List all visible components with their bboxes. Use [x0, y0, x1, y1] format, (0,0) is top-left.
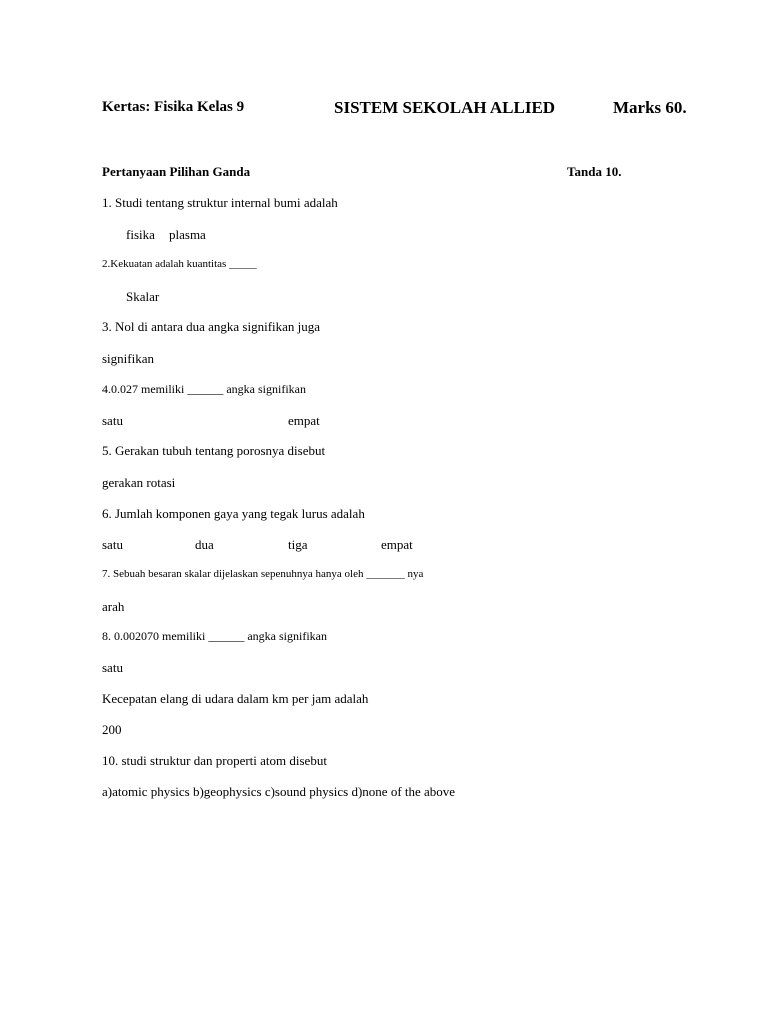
question-6-option-2: dua [195, 537, 214, 552]
question-1: 1. Studi tentang struktur internal bumi adalah [102, 195, 338, 210]
question-8: 8. 0.002070 memiliki ______ angka signifikan [102, 629, 327, 643]
total-marks: Marks 60. [613, 98, 687, 117]
question-8-option-1: satu [102, 660, 123, 675]
question-4-option-2: empat [288, 413, 320, 428]
question-1-option-2: plasma [169, 227, 206, 242]
school-name: SISTEM SEKOLAH ALLIED [334, 98, 556, 117]
question-1-option-1: fisika [126, 227, 155, 242]
question-7: 7. Sebuah besaran skalar dijelaskan sepenuhnya hanya oleh _______ nya [102, 568, 424, 580]
section-marks: Tanda 10. [567, 164, 622, 179]
question-6-option-3: tiga [288, 537, 308, 552]
question-6-option-4: empat [381, 537, 413, 552]
question-9: Kecepatan elang di udara dalam km per jam adalah [102, 691, 369, 706]
question-9-option-1: 200 [102, 722, 122, 737]
question-2-option-1: Skalar [126, 289, 160, 304]
question-10-options: a)atomic physics b)geophysics c)sound physics d)none of the above [102, 784, 456, 799]
question-4-option-1: satu [102, 413, 123, 428]
question-6: 6. Jumlah komponen gaya yang tegak lurus adalah [102, 506, 365, 521]
question-3: 3. Nol di antara dua angka signifikan juga [102, 319, 321, 334]
section-title: Pertanyaan Pilihan Ganda [102, 164, 251, 179]
paper-title: Kertas: Fisika Kelas 9 [102, 99, 245, 115]
question-3-option-1: signifikan [102, 351, 154, 366]
question-4: 4.0.027 memiliki ______ angka signifikan [102, 382, 306, 396]
question-10: 10. studi struktur dan properti atom disebut [102, 753, 327, 768]
question-5: 5. Gerakan tubuh tentang porosnya disebut [102, 443, 326, 458]
question-5-option-1: gerakan rotasi [102, 475, 176, 490]
question-7-option-1: arah [102, 599, 125, 614]
question-2: 2.Kekuatan adalah kuantitas _____ [102, 258, 257, 270]
question-6-option-1: satu [102, 537, 123, 552]
